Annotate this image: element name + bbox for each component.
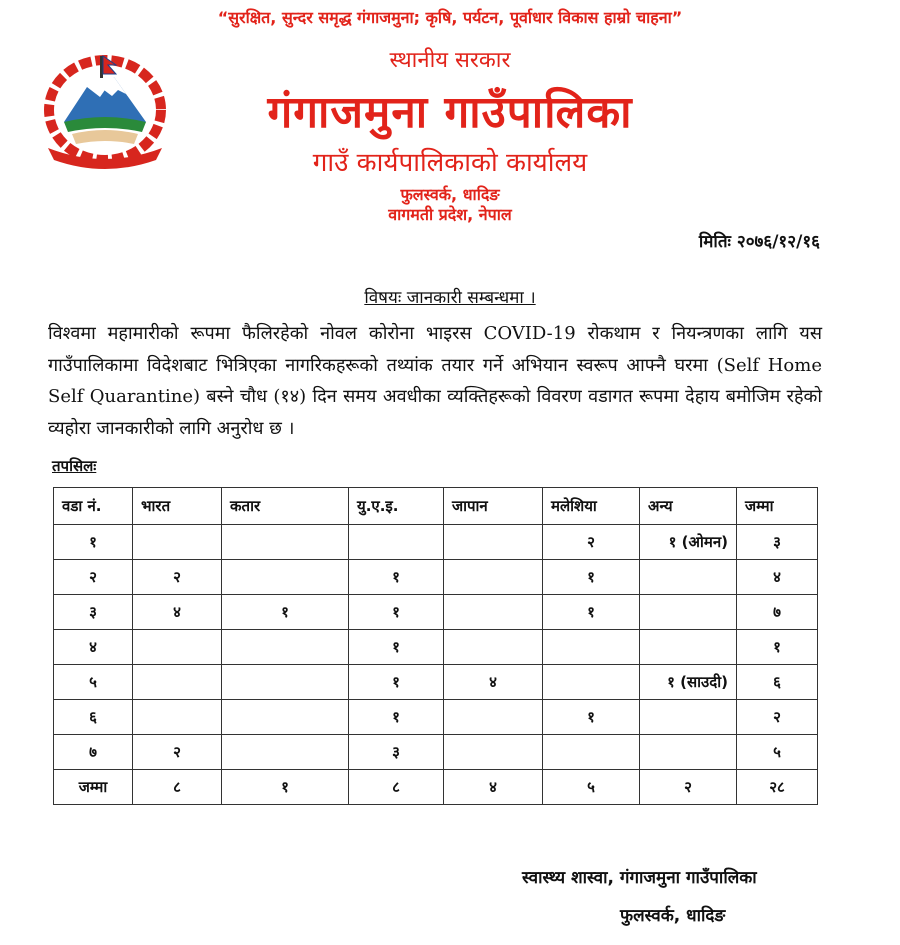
table-cell: १ bbox=[349, 700, 444, 735]
table-cell bbox=[222, 630, 349, 665]
table-cell: ४ bbox=[737, 560, 818, 595]
table-cell: १ (साउदी) bbox=[640, 665, 737, 700]
table-cell bbox=[444, 595, 543, 630]
table-cell bbox=[543, 630, 640, 665]
table-cell bbox=[222, 665, 349, 700]
subject-line: विषयः जानकारी सम्बन्धमा । bbox=[364, 288, 536, 308]
header-other: अन्य bbox=[640, 488, 737, 525]
table-cell: १ bbox=[222, 595, 349, 630]
letter-date: मितिः २०७६/१२/१६ bbox=[698, 232, 820, 252]
table-cell bbox=[222, 735, 349, 770]
table-header-row bbox=[54, 488, 818, 525]
header-ward: वडा नं. bbox=[54, 488, 133, 525]
table-cell bbox=[133, 525, 222, 560]
table-cell bbox=[222, 560, 349, 595]
slogan: “सुरक्षित, सुन्दर समृद्ध गंगाजमुना; कृषि, पर्यटन, पूर्वाधार विकास हाम्रो चाहना” bbox=[217, 8, 683, 27]
table-cell: ४ bbox=[444, 770, 543, 805]
table-cell bbox=[640, 700, 737, 735]
table-cell: १ bbox=[737, 630, 818, 665]
table-row bbox=[54, 560, 818, 595]
header-japan: जापान bbox=[444, 488, 543, 525]
table-cell bbox=[640, 630, 737, 665]
table-cell: ४ bbox=[444, 665, 543, 700]
table-row bbox=[54, 665, 818, 700]
table-cell bbox=[444, 735, 543, 770]
table-cell bbox=[444, 525, 543, 560]
table-cell: २ bbox=[640, 770, 737, 805]
table-cell: १ bbox=[222, 770, 349, 805]
table-cell: ३ bbox=[737, 525, 818, 560]
table-cell: ८ bbox=[349, 770, 444, 805]
table-row bbox=[54, 700, 818, 735]
table-cell: २ bbox=[543, 525, 640, 560]
table-cell: ४ bbox=[54, 630, 133, 665]
table-cell bbox=[349, 525, 444, 560]
table-cell: ६ bbox=[54, 700, 133, 735]
table-cell: २ bbox=[133, 560, 222, 595]
header-uae: यु.ए.इ. bbox=[349, 488, 444, 525]
table-cell: जम्मा bbox=[54, 770, 133, 805]
office-name: गाउँ कार्यपालिकाको कार्यालय bbox=[312, 148, 588, 178]
table-cell: १ (ओमन) bbox=[640, 525, 737, 560]
table-cell: ४ bbox=[133, 595, 222, 630]
table-cell bbox=[640, 560, 737, 595]
table-cell: ७ bbox=[54, 735, 133, 770]
body-paragraph: विश्वमा महामारीको रूपमा फैलिरहेको नोवल कोरोना भाइरस COVID-19 रोकथाम र नियन्त्रणका लागि यस गाउँपालिकामा विदेशबाट भित्रिएका नागरिकहरूको तथ्यांक तयार गर्ने अभियान स्वरूप आफ्नै घरमा (Self Home Self Quarantine) बस्ने चौध (१४) दिन समय अवधीका व्यक्तिहरूको विवरण वडागत रूपमा देहाय बमोजिम रहेको व्यहोरा जानकारीको लागि अनुरोध छ । bbox=[48, 323, 822, 439]
table-cell bbox=[640, 735, 737, 770]
table-row bbox=[54, 630, 818, 665]
table-cell bbox=[640, 595, 737, 630]
table-cell: ३ bbox=[349, 735, 444, 770]
table-cell: १ bbox=[543, 560, 640, 595]
header-india: भारत bbox=[133, 488, 222, 525]
table-cell bbox=[133, 700, 222, 735]
details-label: तपसिलः bbox=[52, 457, 97, 475]
table-cell bbox=[444, 560, 543, 595]
table-cell bbox=[543, 665, 640, 700]
table-cell: १ bbox=[349, 630, 444, 665]
table-cell: १ bbox=[54, 525, 133, 560]
table-cell bbox=[222, 700, 349, 735]
table-cell: ५ bbox=[54, 665, 133, 700]
quarantine-table bbox=[53, 487, 818, 805]
table-cell: ८ bbox=[133, 770, 222, 805]
table-row bbox=[54, 735, 818, 770]
signature-line-1: स्वास्थ्य शास्वा, गंगाजमुना गाउँपालिका bbox=[522, 868, 757, 888]
table-cell bbox=[543, 735, 640, 770]
header-qatar: कतार bbox=[222, 488, 349, 525]
table-cell bbox=[444, 700, 543, 735]
address-line-1: फुलस्वर्क, धादिङ bbox=[400, 185, 500, 204]
table-cell: २ bbox=[737, 700, 818, 735]
municipality-name: गंगाजमुना गाउँपालिका bbox=[267, 87, 633, 138]
table-cell bbox=[444, 630, 543, 665]
table-cell bbox=[222, 525, 349, 560]
table-cell: १ bbox=[349, 665, 444, 700]
table-cell: १ bbox=[349, 595, 444, 630]
header-malaysia: मलेशिया bbox=[543, 488, 640, 525]
table-cell: १ bbox=[543, 700, 640, 735]
table-cell: ३ bbox=[54, 595, 133, 630]
address-line-2: वागमती प्रदेश, नेपाल bbox=[388, 205, 512, 224]
table-cell: ७ bbox=[737, 595, 818, 630]
table-total-row bbox=[54, 770, 818, 805]
table-cell: २८ bbox=[737, 770, 818, 805]
table-cell: २ bbox=[54, 560, 133, 595]
header-total: जम्मा bbox=[737, 488, 818, 525]
table-cell bbox=[133, 630, 222, 665]
table-row bbox=[54, 525, 818, 560]
table-cell: १ bbox=[349, 560, 444, 595]
table-cell: ५ bbox=[737, 735, 818, 770]
table-cell: १ bbox=[543, 595, 640, 630]
table-cell: २ bbox=[133, 735, 222, 770]
signature-line-2: फुलस्वर्क, धादिङ bbox=[620, 906, 726, 926]
table-cell bbox=[133, 665, 222, 700]
table-row bbox=[54, 595, 818, 630]
table-cell: ५ bbox=[543, 770, 640, 805]
table-cell: ६ bbox=[737, 665, 818, 700]
local-government-label: स्थानीय सरकार bbox=[389, 48, 511, 73]
